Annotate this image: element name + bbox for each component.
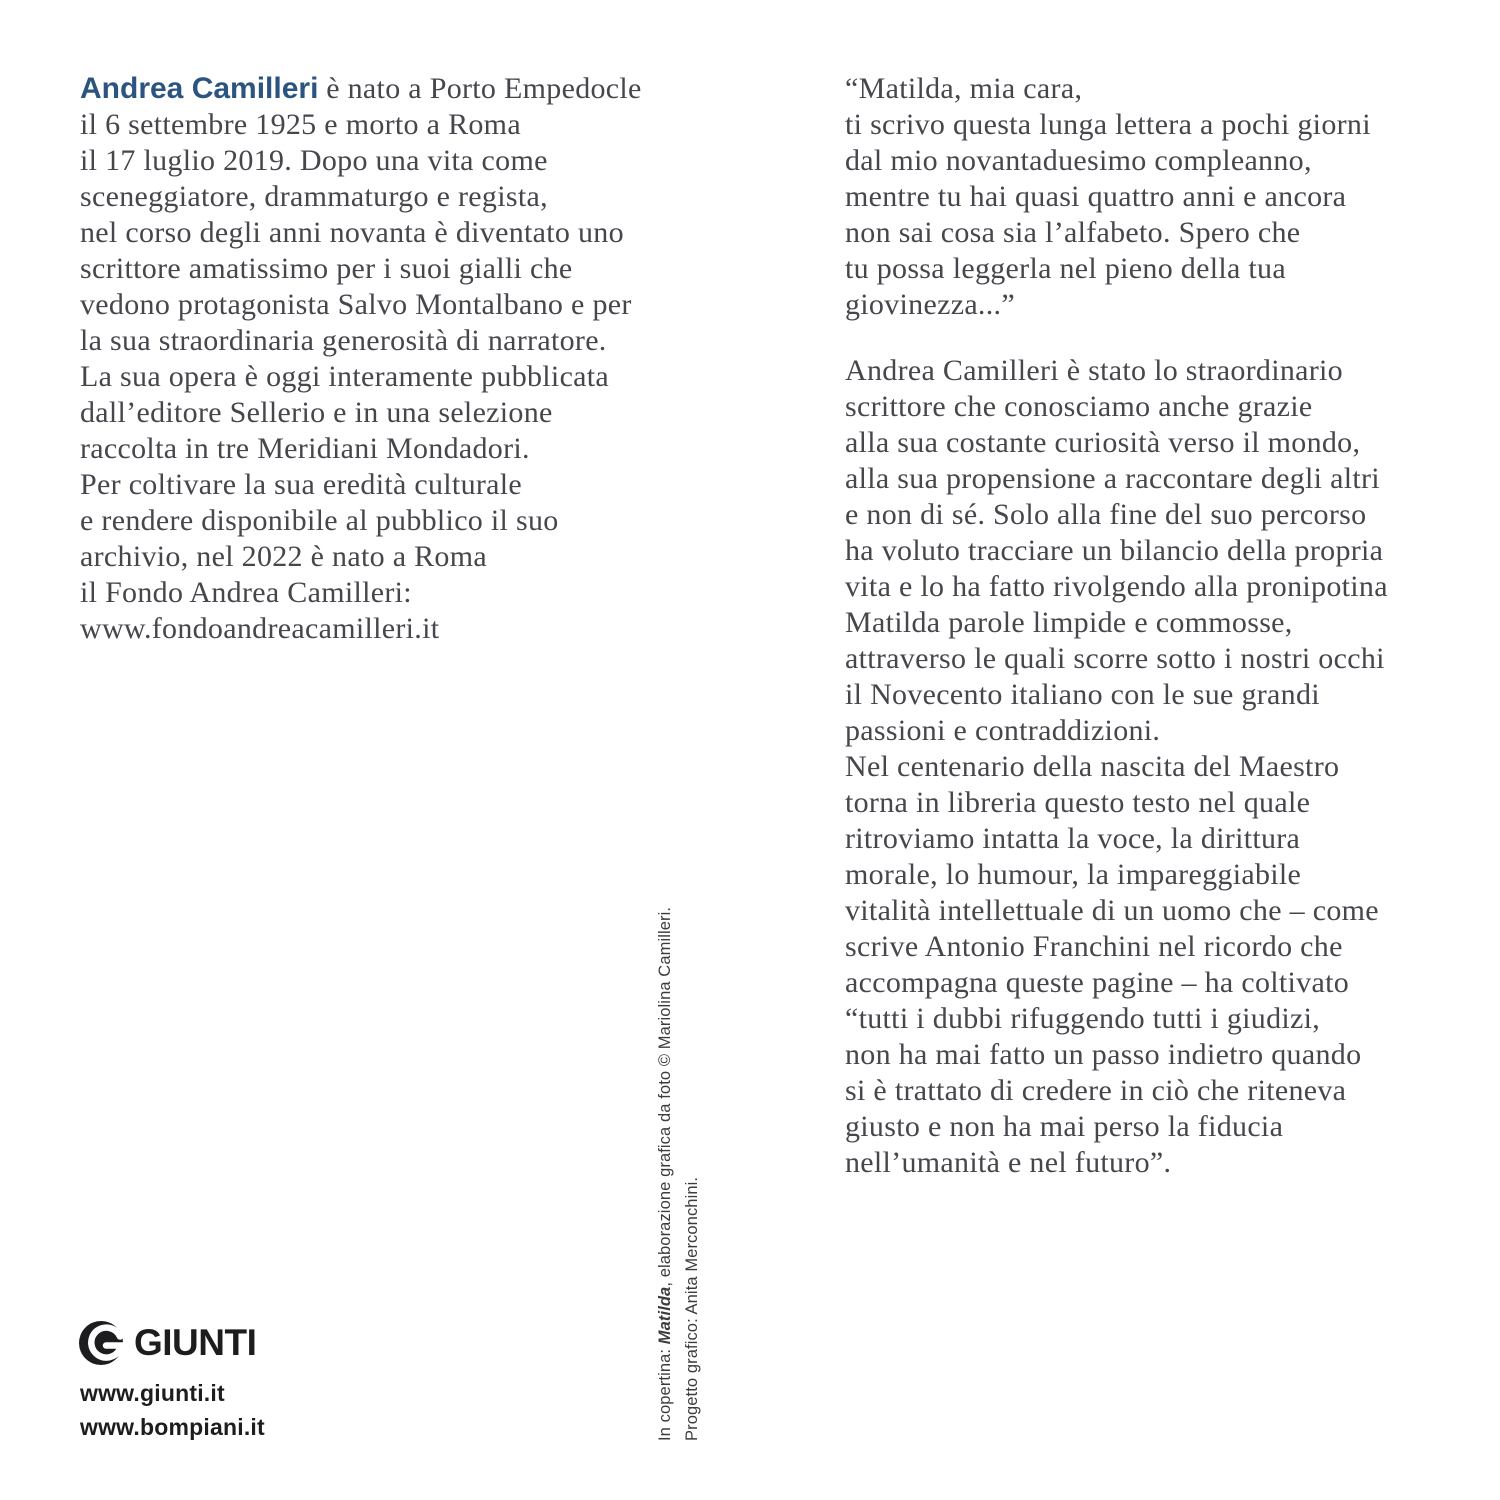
text-line: il Novecento italiano con le sue grandi	[845, 678, 1320, 711]
text-line: dall’editore Sellerio e in una selezione	[80, 396, 553, 429]
giunti-logo	[78, 1320, 256, 1366]
bompiani-url: www.bompiani.it	[80, 1414, 265, 1440]
text-line: alla sua costante curiosità verso il mondo,	[845, 426, 1361, 459]
giunti-g-mark-icon	[78, 1320, 124, 1366]
book-description-column	[845, 71, 1445, 1181]
giunti-url: www.giunti.it	[80, 1380, 225, 1406]
text-line: alla sua propensione a raccontare degli altri	[845, 462, 1380, 495]
cover-credits	[652, 906, 706, 1441]
credit-rest: , elaborazione grafica da foto © Mariolina Camilleri.	[656, 906, 674, 1287]
text-line: non sai cosa sia l’alfabeto. Spero che	[845, 216, 1301, 249]
text-line: il Fondo Andrea Camilleri:	[80, 576, 412, 609]
credit-book-title: Matilda	[656, 1286, 674, 1345]
description-paragraph	[845, 353, 1445, 1181]
cover-credit-line-1	[652, 906, 679, 1441]
text-line: il 6 settembre 1925 e morto a Roma	[80, 108, 521, 141]
text-line: attraverso le quali scorre sotto i nostri occhi	[845, 642, 1385, 675]
text-line: morale, lo humour, la impareggiabile	[845, 858, 1302, 891]
text-line: mentre tu hai quasi quattro anni e ancora	[845, 180, 1347, 213]
text-line: “tutti i dubbi rifuggendo tutti i giudizi,	[845, 1002, 1321, 1035]
text-line: Andrea Camilleri è stato lo straordinario	[845, 354, 1343, 387]
text-line: La sua opera è oggi interamente pubblicata	[80, 360, 610, 393]
text-line: nel corso degli anni novanta è diventato uno	[80, 216, 624, 249]
text-line: tu possa leggerla nel pieno della tua	[845, 252, 1286, 285]
text-line: giusto e non ha mai perso la fiducia	[845, 1110, 1284, 1143]
text-line: la sua straordinaria generosità di narratore.	[80, 324, 607, 357]
text-line: Per coltivare la sua eredità culturale	[80, 468, 523, 501]
text-line: ha voluto tracciare un bilancio della propria	[845, 534, 1384, 567]
text-line: vita e lo ha fatto rivolgendo alla pronipotina	[845, 570, 1388, 603]
text-line: giovinezza...”	[845, 288, 1015, 321]
text-line: si è trattato di credere in ciò che riteneva	[845, 1074, 1347, 1107]
text-line: nell’umanità e nel futuro”.	[845, 1146, 1172, 1179]
text-line: scrittore amatissimo per i suoi gialli che	[80, 252, 573, 285]
text-line: ti scrivo questa lunga lettera a pochi giorni	[845, 108, 1371, 141]
credit-prefix: In copertina:	[656, 1344, 674, 1441]
text-line: e non di sé. Solo alla fine del suo percorso	[845, 498, 1367, 531]
bio-lines	[80, 107, 665, 647]
text-line: sceneggiatore, drammaturgo e regista,	[80, 180, 548, 213]
text-line: accompagna queste pagine – ha coltivato	[845, 966, 1350, 999]
author-bio-column	[80, 71, 665, 647]
text-line: vitalità intellettuale di un uomo che – come	[845, 894, 1379, 927]
text-line: raccolta in tre Meridiani Mondadori.	[80, 432, 530, 465]
letter-quote-paragraph	[845, 71, 1445, 323]
text-line: ritroviamo intatta la voce, la dirittura	[845, 822, 1301, 855]
bio-lead-rest: è nato a Porto Empedocle	[318, 72, 642, 105]
text-line: passioni e contraddizioni.	[845, 714, 1161, 747]
text-line: torna in libreria questo testo nel quale	[845, 786, 1311, 819]
text-line: scrittore che conosciamo anche grazie	[845, 390, 1313, 423]
text-line: vedono protagonista Salvo Montalbano e per	[80, 288, 632, 321]
author-name: Andrea Camilleri	[80, 72, 319, 105]
text-line: il 17 luglio 2019. Dopo una vita come	[80, 144, 548, 177]
giunti-logo-text: GIUNTI	[134, 1322, 257, 1363]
text-line: dal mio novantaduesimo compleanno,	[845, 144, 1312, 177]
bio-lead-line	[80, 71, 665, 107]
text-line: Nel centenario della nascita del Maestro	[845, 750, 1340, 783]
text-line: www.fondoandreacamilleri.it	[80, 612, 440, 645]
text-line: “Matilda, mia cara,	[845, 72, 1083, 105]
author-bio-paragraph	[80, 71, 665, 647]
text-line: Matilda parole limpide e commosse,	[845, 606, 1293, 639]
publisher-urls	[80, 1376, 265, 1444]
text-line: scrive Antonio Franchini nel ricordo che	[845, 930, 1343, 963]
cover-credit-line-2: Progetto grafico: Anita Merconchini.	[683, 1176, 701, 1441]
text-line: archivio, nel 2022 è nato a Roma	[80, 540, 487, 573]
text-line: non ha mai fatto un passo indietro quando	[845, 1038, 1362, 1071]
text-line: e rendere disponibile al pubblico il suo	[80, 504, 559, 537]
